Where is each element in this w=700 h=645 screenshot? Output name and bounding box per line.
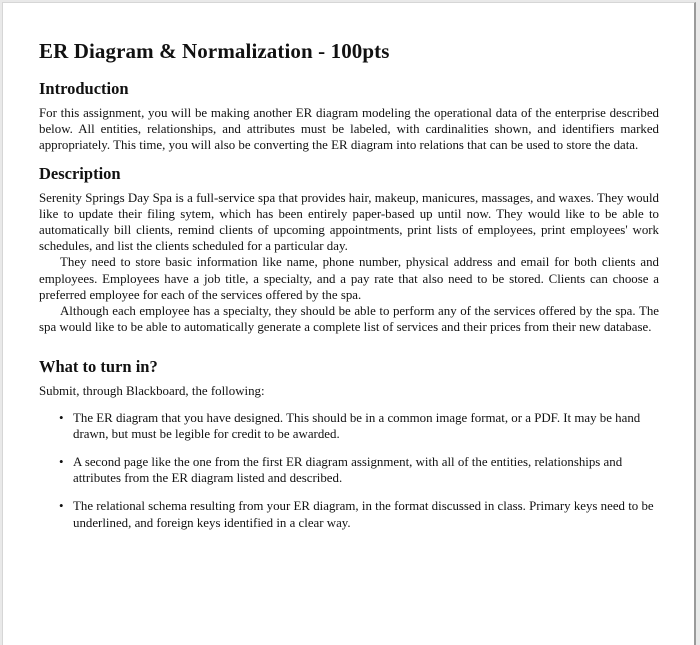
turn-in-lead: Submit, through Blackboard, the following: [39,384,265,399]
list-item [59,410,659,442]
description-paragraph-2: They need to store basic information like name, phone number, physical address and email for both clients and employees. Employees have a job title, a specialty, and a pay rate that also need to be stored. Clients can choose a preferred employee for each of the services offered by the spa. [39,255,659,302]
turn-in-list [39,410,659,531]
turn-in-heading: What to turn in? [39,357,158,377]
bullet-icon: • [59,499,64,514]
description-paragraph-3: Although each employee has a specialty, they should be able to perform any of the services offered by the spa. The spa would like to be able to automatically generate a complete list of services and their prices from their new database. [39,304,659,335]
bullet-icon: • [59,410,64,425]
document-page [2,2,696,645]
list-item [59,498,659,530]
description-paragraph-1: Serenity Springs Day Spa is a full-service spa that provides hair, makeup, manicures, massages, and waxes. They would like to update their filing sytem, which has been entirely paper-based up until now. They would like to be able to automatically bill clients, remind clients of upcoming appointments, print lists of employees, print employees' work schedules, and list the clients scheduled for a particular day. [39,190,659,254]
list-item-text: The relational schema resulting from your ER diagram, in the format discussed in class. Primary keys need to be underlined, and foreign keys identified in a clear way. [73,499,654,530]
introduction-heading: Introduction [39,79,129,98]
introduction-text: For this assignment, you will be making another ER diagram modeling the operational data of the enterprise described below. All entities, relationships, and attributes must be labeled, with cardinalities shown, and identifiers marked appropriately. This time, you will also be converting the ER diagram into relations that can be used to store the data. [39,106,659,153]
description-heading: Description [39,163,121,183]
list-item-text: A second page like the one from the first ER diagram assignment, with all of the entities, relationships and attributes from the ER diagram listed and described. [73,455,623,486]
bullet-icon: • [59,455,64,470]
list-item [59,454,659,486]
description-body [39,190,659,336]
document-content [39,39,659,543]
list-item-text: The ER diagram that you have designed. This should be in a common image format, or a PDF. It may be hand drawn, but must be legible for credit to be awarded. [73,410,641,441]
page-title: ER Diagram & Normalization - 100pts [39,39,390,63]
